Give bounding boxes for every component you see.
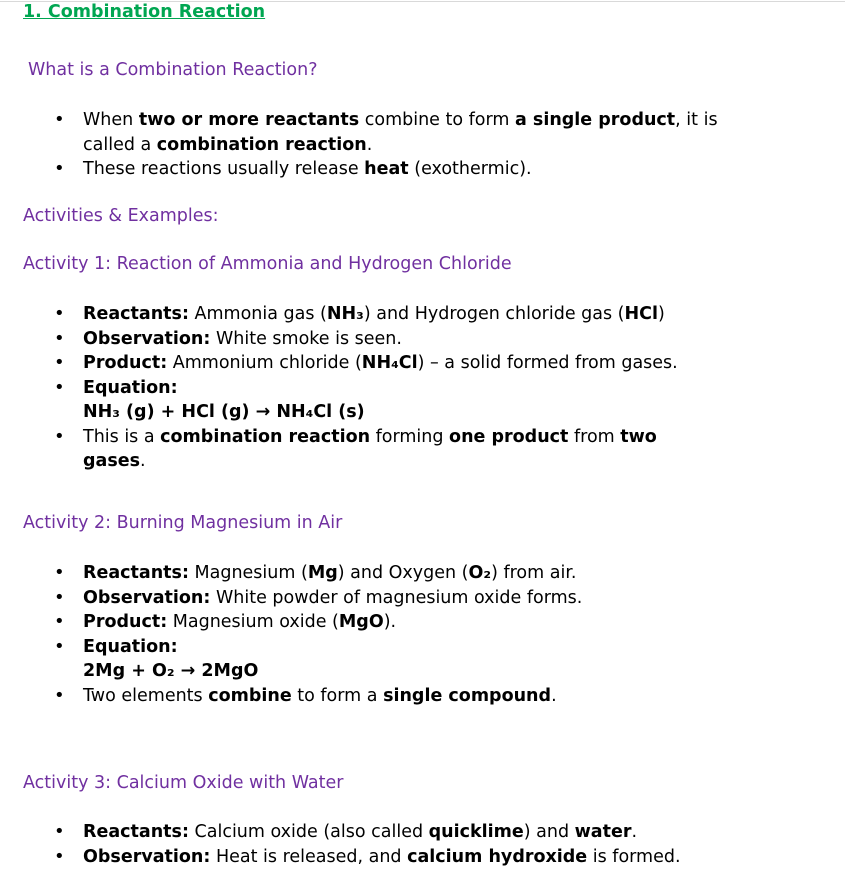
equation: 2Mg + O₂ → 2MgO [83,661,259,681]
activity-3-list [0,820,723,869]
observation-item: • Observation: Heat is released, and calcium hydroxide is formed. [0,845,723,869]
reactants-item: • Reactants: Magnesium (Mg) and Oxygen (O₂) from air. [0,561,723,586]
activities-heading: Activities & Examples: [23,206,219,226]
product-item: • Product: Magnesium oxide (MgO). [0,610,723,635]
list-item: • When two or more reactants combine to form a single product, it is called a combination reaction. [0,108,723,157]
list-item: • These reactions usually release heat (exothermic). [0,157,723,182]
activity-2-title: Activity 2: Burning Magnesium in Air [23,513,343,533]
summary-item: • This is a combination reaction forming one product from two gases. [0,425,723,474]
reactants-item: • Reactants: Calcium oxide (also called quicklime) and water. [0,820,723,845]
equation: NH₃ (g) + HCl (g) → NH₄Cl (s) [83,402,365,422]
equation-item: • Equation: 2Mg + O₂ → 2MgO [0,635,723,684]
observation-item: • Observation: White smoke is seen. [0,327,723,352]
activity-3-title: Activity 3: Calcium Oxide with Water [23,773,344,793]
reactants-item: • Reactants: Ammonia gas (NH₃) and Hydrogen chloride gas (HCl) [0,302,723,327]
equation-item: • Equation: NH₃ (g) + HCl (g) → NH₄Cl (s) [0,376,723,425]
summary-item: • Two elements combine to form a single compound. [0,684,723,709]
intro-list [0,108,723,182]
what-heading: What is a Combination Reaction? [28,60,318,80]
activity-2-list [0,561,723,708]
section-heading: 1. Combination Reaction [23,2,266,22]
product-item: • Product: Ammonium chloride (NH₄Cl) – a solid formed from gases. [0,351,723,376]
activity-1-list [0,302,723,474]
observation-item: • Observation: White powder of magnesium oxide forms. [0,586,723,611]
activity-1-title: Activity 1: Reaction of Ammonia and Hydrogen Chloride [23,254,512,274]
